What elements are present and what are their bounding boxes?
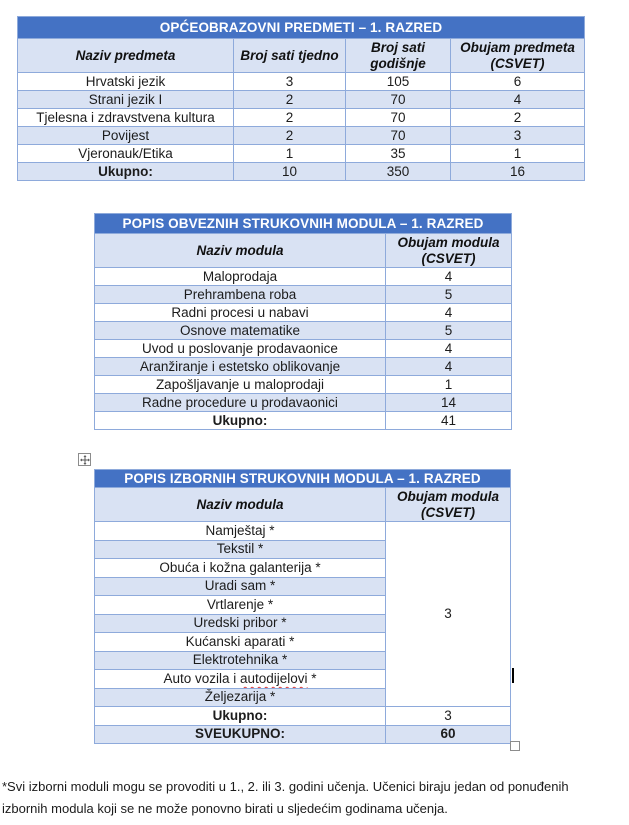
table-row [18, 91, 585, 109]
cell-text: Auto vozila i [163, 670, 240, 686]
cell-value: 3 [451, 127, 585, 145]
grand-total-value: 60 [386, 725, 511, 744]
table-grand-total-row [95, 725, 511, 744]
total-value: 41 [386, 412, 512, 430]
cell-module: Osnove matematike [95, 322, 386, 340]
table-row [95, 268, 512, 286]
cell-value: 6 [451, 73, 585, 91]
cell-module: Kućanski aparati * [95, 633, 386, 652]
table1-title: OPĆEOBRAZOVNI PREDMETI – 1. RAZRED [18, 17, 585, 39]
cell-module: Maloprodaja [95, 268, 386, 286]
cell-value: 2 [234, 127, 346, 145]
column-header-csvet: Obujam modula (CSVET) [386, 234, 512, 268]
cell-value: 4 [386, 268, 512, 286]
cell-module: Aranžiranje i estetsko oblikovanje [95, 358, 386, 376]
table-resize-handle[interactable] [510, 741, 520, 751]
table-row [95, 286, 512, 304]
total-value: 10 [234, 163, 346, 181]
cell-value: 70 [346, 91, 451, 109]
cell-module-auto [95, 670, 386, 689]
table-header-row [18, 39, 585, 73]
table-row [18, 17, 585, 39]
cell-subject: Vjeronauk/Etika [18, 145, 234, 163]
table-total-row [18, 163, 585, 181]
move-icon [80, 455, 90, 465]
cell-value: 4 [451, 91, 585, 109]
table-row [18, 145, 585, 163]
cell-module: Uvod u poslovanje prodavaonice [95, 340, 386, 358]
column-header-csvet: Obujam modula (CSVET) [386, 488, 511, 522]
column-header-module: Naziv modula [95, 488, 386, 522]
table-compulsory-modules [94, 213, 512, 430]
cell-value: 2 [234, 109, 346, 127]
cell-subject: Tjelesna i zdravstvena kultura [18, 109, 234, 127]
cell-value: 70 [346, 127, 451, 145]
column-header-hours-weekly: Broj sati tjedno [234, 39, 346, 73]
cell-value: 35 [346, 145, 451, 163]
table-total-row [95, 707, 511, 726]
total-value: 16 [451, 163, 585, 181]
table-row [18, 109, 585, 127]
cell-module: Tekstil * [95, 540, 386, 559]
cell-subject: Povijest [18, 127, 234, 145]
footnote-line: *Svi izborni moduli mogu se provoditi u 1., 2. ili 3. godini učenja. Učenici biraju jedan od ponuđenih [2, 779, 569, 794]
table2-title: POPIS OBVEZNIH STRUKOVNIH MODULA – 1. RAZRED [95, 214, 512, 234]
cell-value: 2 [451, 109, 585, 127]
column-header-csvet: Obujam predmeta (CSVET) [451, 39, 585, 73]
misspelled-word: autodijelovi [239, 670, 308, 686]
cell-module: Radni procesi u nabavi [95, 304, 386, 322]
cell-value: 1 [234, 145, 346, 163]
table-row [95, 470, 511, 488]
cell-module: Prehrambena roba [95, 286, 386, 304]
column-header-hours-yearly: Broj sati godišnje [346, 39, 451, 73]
table-row [95, 376, 512, 394]
cell-value: 70 [346, 109, 451, 127]
footnote [2, 776, 629, 820]
cell-subject: Hrvatski jezik [18, 73, 234, 91]
cell-module: Uradi sam * [95, 577, 386, 596]
total-value: 350 [346, 163, 451, 181]
table-elective-modules [94, 469, 511, 744]
cell-value: 2 [234, 91, 346, 109]
table3-title: POPIS IZBORNIH STRUKOVNIH MODULA – 1. RAZRED [95, 470, 511, 488]
total-value: 3 [386, 707, 511, 726]
cell-value: 105 [346, 73, 451, 91]
total-label: Ukupno: [95, 707, 386, 726]
cell-value: 3 [234, 73, 346, 91]
table-row [95, 358, 512, 376]
cell-value: 4 [386, 340, 512, 358]
cell-subject: Strani jezik I [18, 91, 234, 109]
table-header-row [95, 488, 511, 522]
table-row [18, 127, 585, 145]
table-header-row [95, 234, 512, 268]
cell-value: 1 [451, 145, 585, 163]
cell-module: Zapošljavanje u maloprodaji [95, 376, 386, 394]
table-row [95, 340, 512, 358]
total-label: Ukupno: [18, 163, 234, 181]
cell-module: Namještaj * [95, 522, 386, 541]
table-row [95, 214, 512, 234]
table-row [95, 322, 512, 340]
cell-value: 5 [386, 286, 512, 304]
cell-module: Vrtlarenje * [95, 596, 386, 615]
cell-value: 4 [386, 358, 512, 376]
column-header-subject: Naziv predmeta [18, 39, 234, 73]
table-row [95, 304, 512, 322]
table-move-handle[interactable] [78, 453, 91, 466]
table-general-subjects [17, 16, 585, 181]
cell-module: Obuća i kožna galanterija * [95, 559, 386, 578]
cell-value: 1 [386, 376, 512, 394]
footnote-line: izbornih modula koji se ne može ponovno birati u sljedećim godinama učenja. [2, 801, 448, 816]
text-caret [512, 668, 514, 683]
cell-value: 5 [386, 322, 512, 340]
merged-csvet-cell: 3 [386, 522, 511, 707]
cell-module: Radne procedure u prodavaonici [95, 394, 386, 412]
cell-value: 14 [386, 394, 512, 412]
cell-module: Elektrotehnika * [95, 651, 386, 670]
cell-module: Uredski pribor * [95, 614, 386, 633]
table-row [18, 73, 585, 91]
column-header-module: Naziv modula [95, 234, 386, 268]
table-total-row [95, 412, 512, 430]
total-label: Ukupno: [95, 412, 386, 430]
table-row [95, 522, 511, 541]
table-row [95, 394, 512, 412]
cell-module: Željezarija * [95, 688, 386, 707]
cell-value: 4 [386, 304, 512, 322]
cell-text: * [307, 670, 317, 686]
grand-total-label: SVEUKUPNO: [95, 725, 386, 744]
